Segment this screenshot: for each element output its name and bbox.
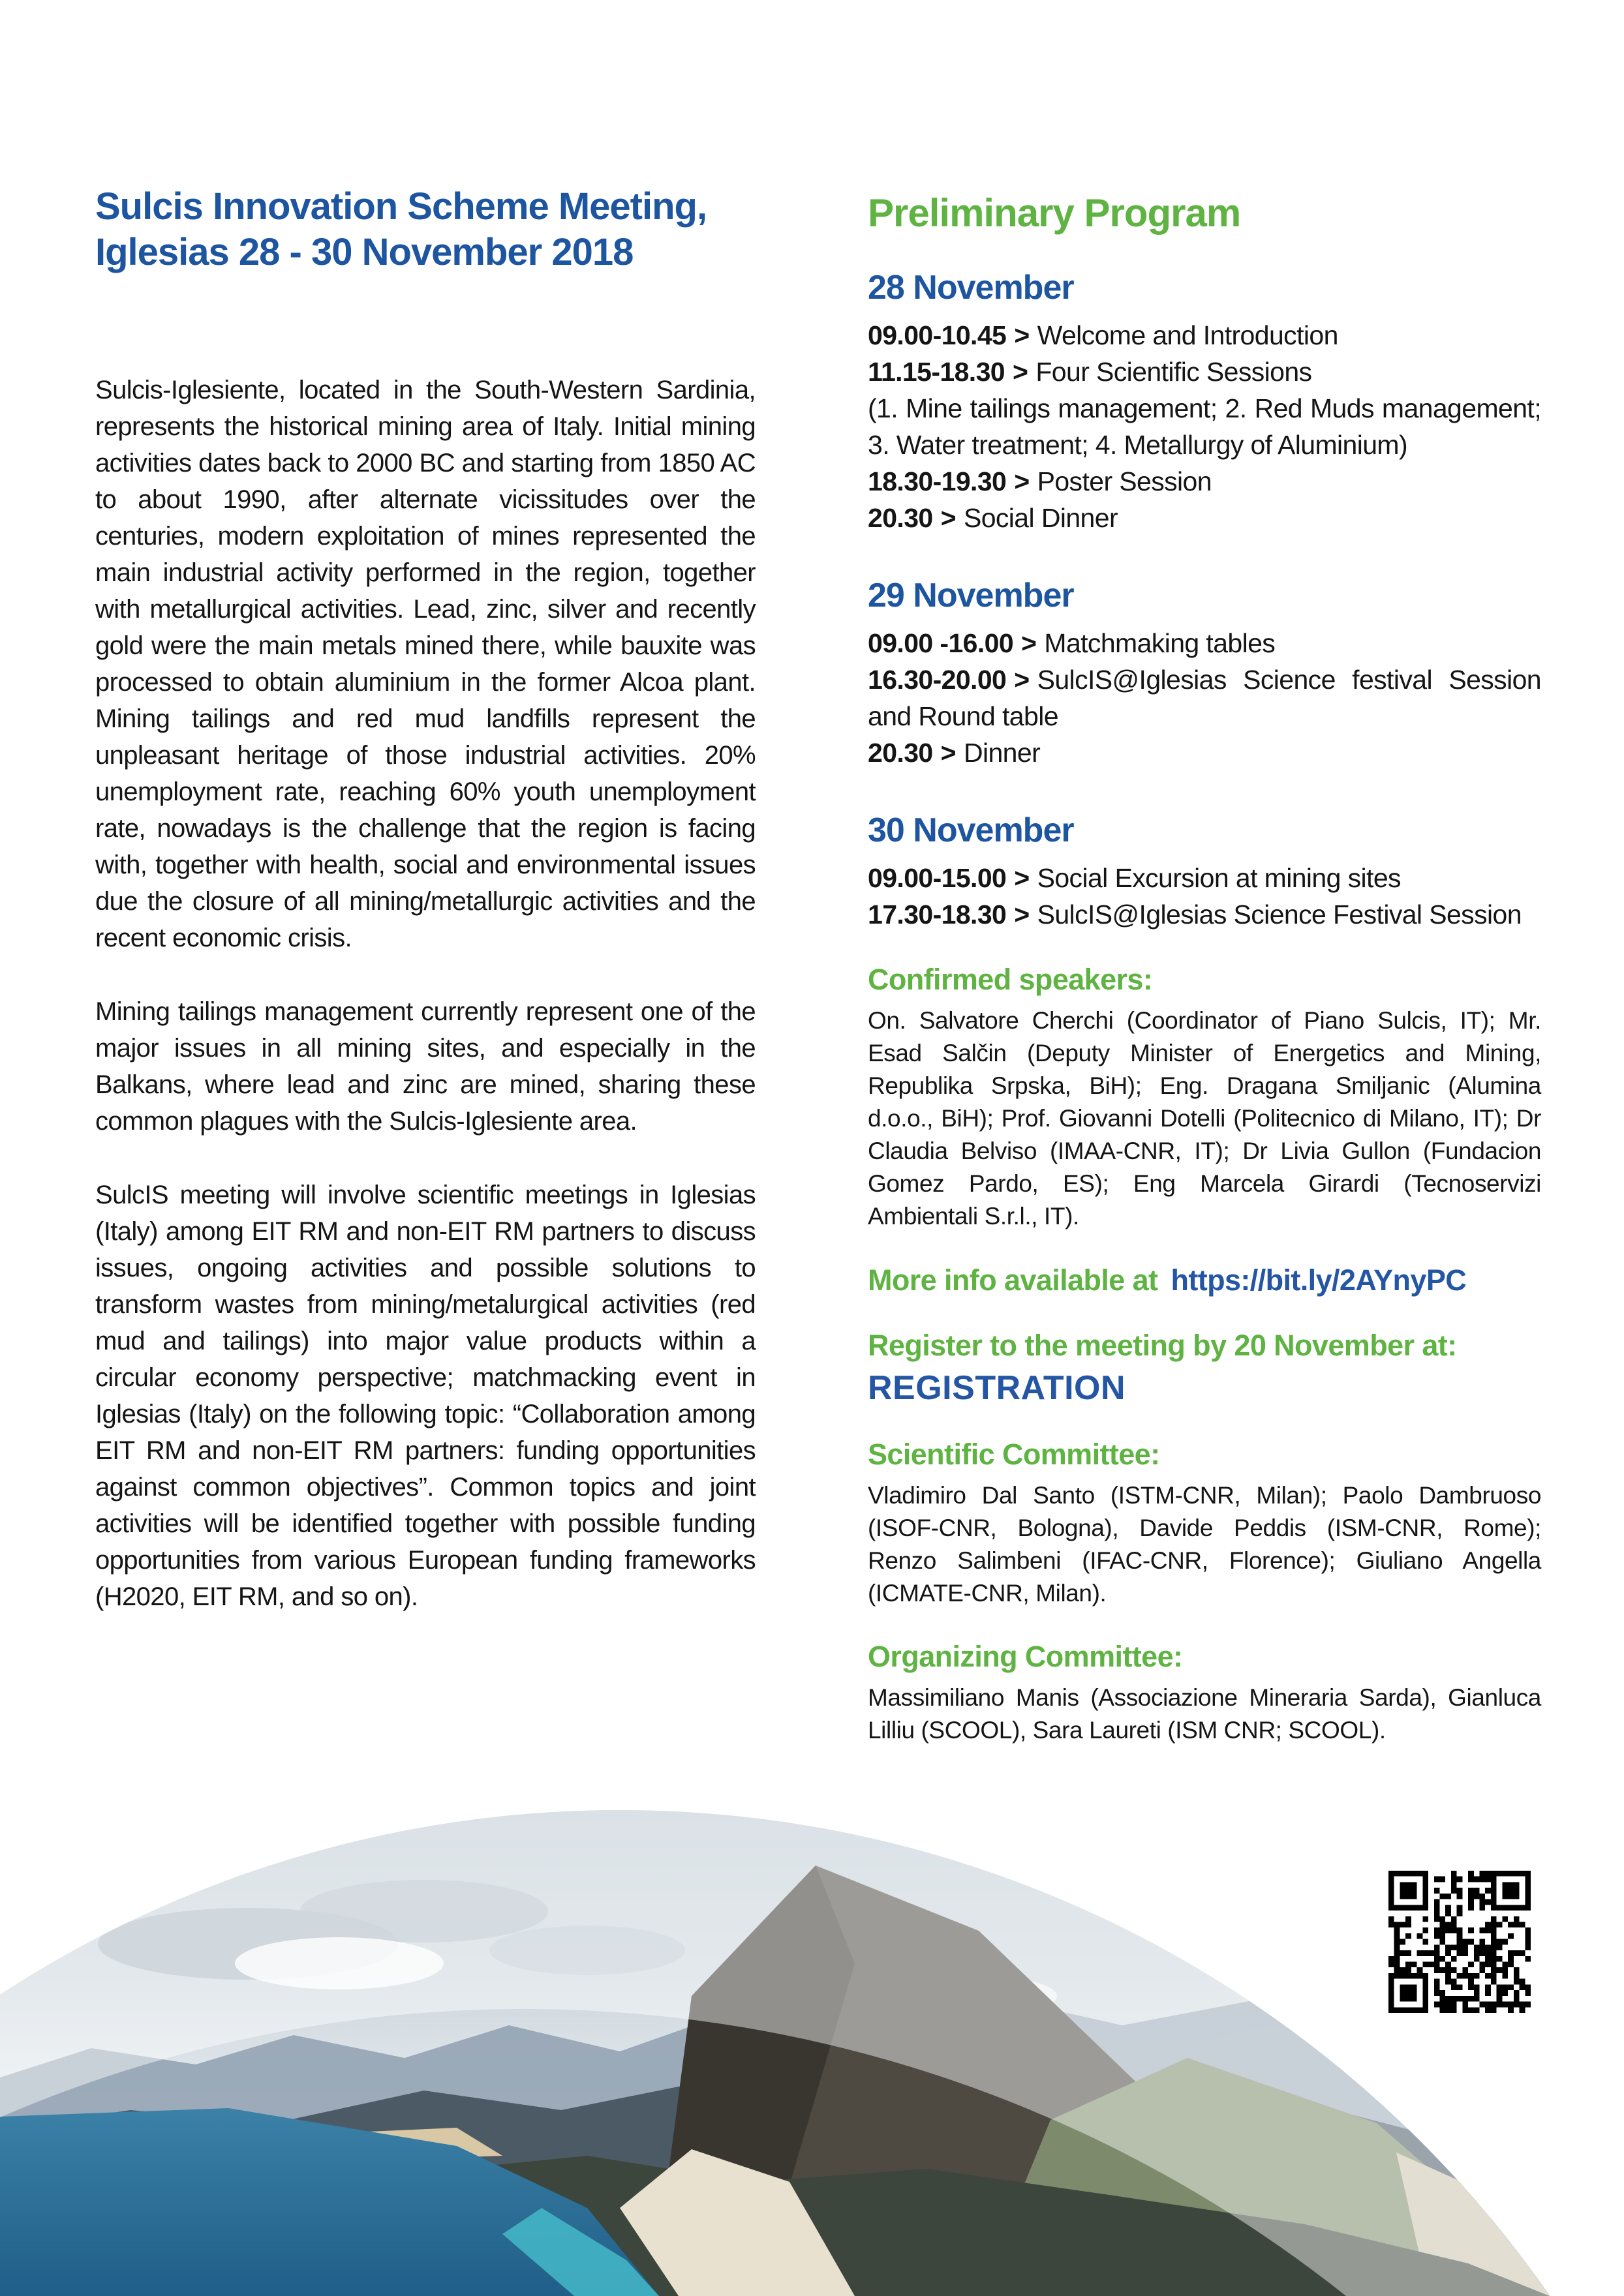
registration-link[interactable]: REGISTRATION: [868, 1369, 1126, 1407]
program-item-desc: SulcIS@Iglesias Science Festival Session: [1037, 899, 1522, 929]
qr-code: [1388, 1871, 1531, 2013]
chevron-right-separator: >: [1013, 357, 1028, 387]
program-title: Preliminary Program: [868, 191, 1241, 235]
intro-paragraph-2: Mining tailings management currently represent one of the major issues in all mining sites, and especially in the Balkans, where lead and zinc are mined, sharing these common plagues with the Sulcis-Iglesiente area.: [95, 997, 756, 1136]
program-item-desc: SulcIS@Iglesias Science festival Session and Round table: [868, 665, 1541, 731]
program-item-time: 20.30: [868, 738, 933, 768]
program-item: [868, 860, 1541, 896]
intro-column: [95, 184, 756, 1652]
program-day-30-november: [868, 810, 1541, 933]
program-item-time: 09.00-10.45: [868, 320, 1007, 350]
chevron-right-separator: >: [1014, 899, 1030, 929]
program-item-time: 20.30: [868, 503, 933, 533]
register-label: Register to the meeting by 20 November at:: [868, 1329, 1457, 1362]
page-title: Sulcis Innovation Scheme Meeting, Iglesias 28 - 30 November 2018: [95, 185, 707, 273]
organizing-committee-text: Massimiliano Manis (Associazione Mineraria Sarda), Gianluca Lilliu (SCOOL), Sara Laureti (ISM CNR; SCOOL).: [868, 1684, 1541, 1744]
program-item-desc: Social Dinner: [963, 503, 1118, 533]
chevron-right-separator: >: [1014, 320, 1030, 350]
scientific-committee-heading: Scientific Committee:: [868, 1438, 1160, 1471]
confirmed-speakers-heading: Confirmed speakers:: [868, 963, 1153, 996]
program-item: [868, 625, 1541, 661]
scientific-committee-text: Vladimiro Dal Santo (ISTM-CNR, Milan); Paolo Dambruoso (ISOF-CNR, Bologna), Davide Peddis (ISM-CNR, Rome); Renzo Salimbeni (IFAC-CNR, Florence); Giuliano Angella (ICMATE-CNR, Milan).: [868, 1482, 1541, 1607]
program-item: [868, 500, 1541, 536]
program-item-desc: Dinner: [963, 738, 1041, 768]
day-heading: 29 November: [868, 577, 1074, 614]
program-item-time: 09.00-15.00: [868, 863, 1007, 893]
program-item-time: 09.00 -16.00: [868, 628, 1014, 658]
program-item-time: 17.30-18.30: [868, 899, 1007, 929]
program-item-desc: Welcome and Introduction: [1037, 320, 1338, 350]
chevron-right-separator: >: [1021, 628, 1037, 658]
program-item-desc: (1. Mine tailings management; 2. Red Muds management; 3. Water treatment; 4. Metallurgy of Aluminium): [868, 393, 1541, 460]
program-column: [868, 190, 1541, 1747]
more-info-link[interactable]: https://bit.ly/2AYnyPC: [1171, 1263, 1467, 1297]
program-item-desc: Matchmaking tables: [1044, 628, 1276, 658]
more-info-line: [868, 1261, 1541, 1299]
program-item-desc: Four Scientific Sessions: [1035, 357, 1312, 387]
program-item-desc: Social Excursion at mining sites: [1037, 863, 1401, 893]
more-info-label: More info available at: [868, 1263, 1158, 1297]
day-heading: 30 November: [868, 811, 1074, 849]
coastline-photo: [0, 1761, 1624, 2296]
intro-paragraph-1: Sulcis-Iglesiente, located in the South-Western Sardinia, represents the historical mining area of Italy. Initial mining activities dates back to 2000 BC and starting from 1850 AC to about 1990, after alternate vicissitudes over the centuries, modern exploitation of mines represented the main industrial activity performed in the region, together with metallurgical activities. Lead, zinc, silver and recently gold were the main metals mined there, while bauxite was processed to obtain aluminium in the former Alcoa plant. Mining tailings and red mud landfills represent the unpleasant heritage of those industrial activities. 20% unemployment rate, reaching 60% youth unemployment rate, nowadays is the challenge that the region is facing with, together with health, social and environmental issues due the closure of all mining/metallurgic activities and the recent economic crisis.: [95, 376, 756, 952]
confirmed-speakers-text: On. Salvatore Cherchi (Coordinator of Piano Sulcis, IT); Mr. Esad Salčin (Deputy Minister of Energetics and Mining, Republika Srpska, BiH); Eng. Dragana Smiljanic (Alumina d.o.o., BiH); Prof. Giovanni Dotelli (Politecnico di Milano, IT); Dr Claudia Belviso (IMAA-CNR, IT); Dr Livia Gullon (Fundacion Gomez Pardo, ES); Eng Marcela Girardi (Tecnoservizi Ambientali S.r.l., IT).: [868, 1007, 1541, 1230]
program-item-time: 11.15-18.30: [868, 357, 1005, 387]
program-item: [868, 734, 1541, 771]
chevron-right-separator: >: [1014, 466, 1030, 496]
program-item: [868, 354, 1541, 390]
program-item: [868, 317, 1541, 354]
organizing-committee-heading: Organizing Committee:: [868, 1640, 1183, 1673]
chevron-right-separator: >: [940, 738, 956, 768]
program-item: [868, 661, 1541, 734]
program-day-28-november: [868, 267, 1541, 536]
chevron-right-separator: >: [1014, 863, 1030, 893]
program-item: [868, 463, 1541, 500]
chevron-right-separator: >: [940, 503, 956, 533]
program-item-time: 18.30-19.30: [868, 466, 1007, 496]
program-item-desc: Poster Session: [1037, 466, 1212, 496]
chevron-right-separator: >: [1014, 665, 1030, 695]
program-item-time: 16.30-20.00: [868, 665, 1007, 695]
program-item: [868, 896, 1541, 933]
day-heading: 28 November: [868, 269, 1074, 307]
program-item-note: [868, 390, 1541, 463]
program-day-29-november: [868, 575, 1541, 771]
intro-paragraph-3: SulcIS meeting will involve scientific meetings in Iglesias (Italy) among EIT RM and non-EIT RM partners to discuss issues, ongoing activities and possible solutions to transform wastes from mining/metalurgical activities (red mud and tailings) into major value products within a circular economy perspective; matchmacking event in Iglesias (Italy) on the following topic: “Collaboration among EIT RM and non-EIT RM partners: funding opportunities against common objectives”. Common topics and joint activities will be identified together with possible funding opportunities from various European funding frameworks (H2020, EIT RM, and so on).: [95, 1181, 756, 1611]
